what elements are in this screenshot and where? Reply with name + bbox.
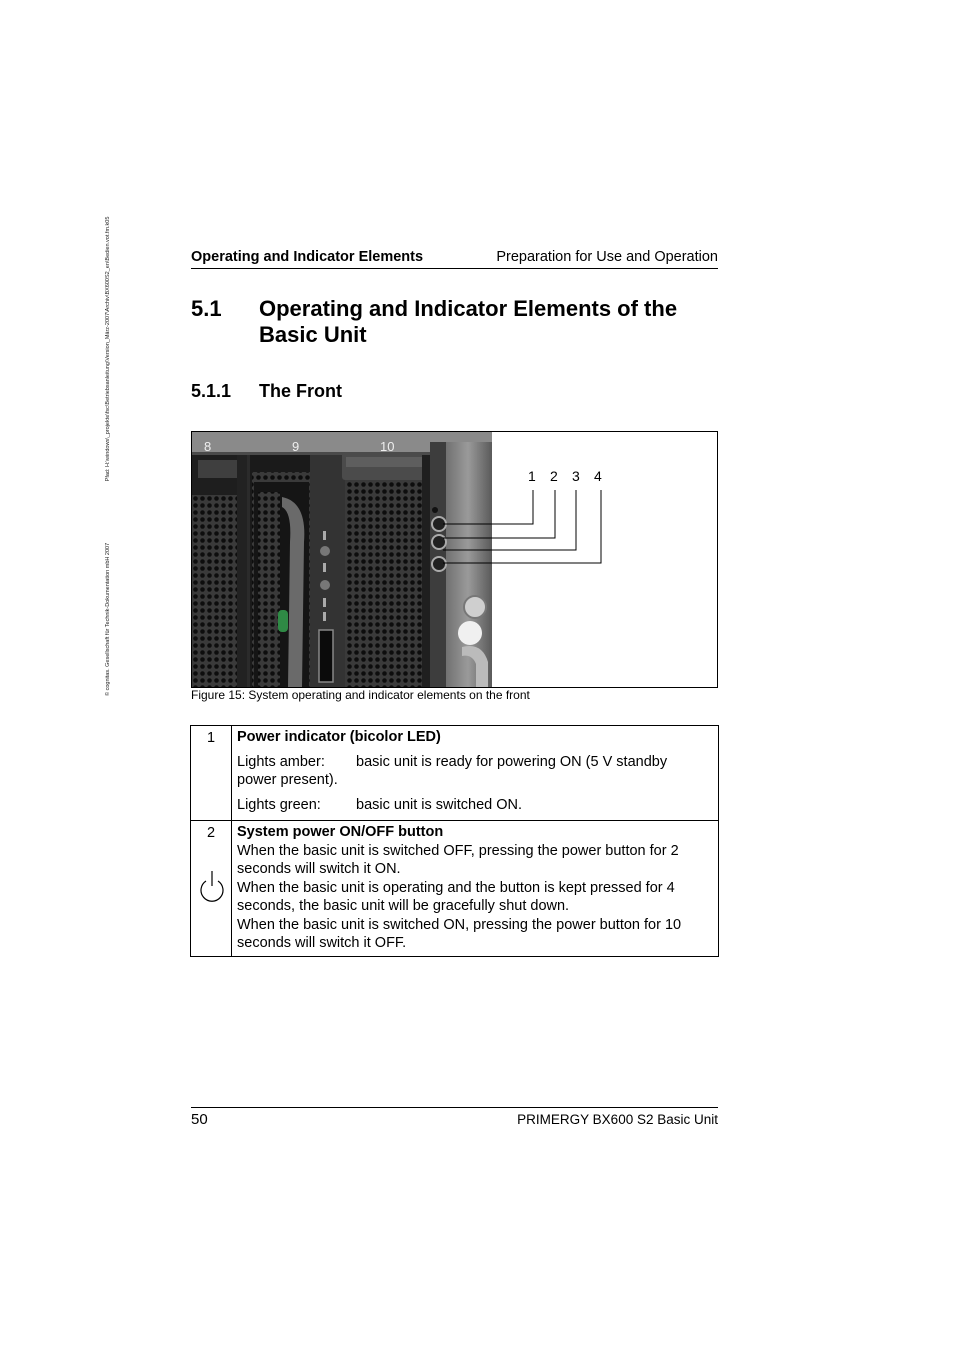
row-description (232, 821, 719, 957)
figure-caption: Figure 15: System operating and indicator elements on the front (191, 688, 530, 702)
subsection-number: 5.1.1 (191, 381, 232, 401)
state-label: Lights green: (237, 796, 321, 813)
slot-label: 9 (292, 439, 300, 454)
row-index-cell (191, 821, 232, 957)
row-index: 2 (206, 825, 216, 841)
row-index: 1 (191, 726, 232, 821)
callout-number: 2 (550, 468, 558, 484)
item-title: System power ON/OFF button (237, 824, 444, 840)
amber-state (237, 753, 710, 772)
section-number: 5.1 (191, 296, 222, 321)
header-section: Preparation for Use and Operation (496, 249, 718, 265)
callout-number: 4 (594, 468, 602, 484)
callout-number: 1 (528, 468, 536, 484)
table-row (191, 726, 719, 821)
subsection-title: The Front (259, 381, 342, 401)
page-number: 50 (191, 1111, 208, 1128)
desc-line: seconds will switch it OFF. (237, 935, 407, 951)
header-chapter: Operating and Indicator Elements (191, 249, 424, 265)
state-text: basic unit is ready for powering ON (5 V standby (356, 753, 668, 770)
table-row (191, 821, 719, 957)
product-name: PRIMERGY BX600 S2 Basic Unit (517, 1112, 718, 1127)
state-text: basic unit is switched ON. (356, 796, 523, 813)
desc-line: seconds will switch it ON. (237, 861, 401, 877)
green-state (237, 796, 710, 815)
margin-note-path: Pfad: H:\windows\_projekte\fsc\Betriebsanleitung\Version_März-2007\Archiv\BX600S2_en\Bedien.vot.fm.k05 (105, 216, 111, 482)
slot-label: 10 (380, 439, 395, 454)
legend-table (190, 725, 719, 957)
state-label: Lights amber: (237, 753, 325, 770)
margin-note-copyright: © cognitas. Gesellschaft für Technik-Dokumentation mbH 2007 (105, 542, 111, 696)
front-panel-photo (192, 432, 717, 687)
power-icon (198, 868, 226, 904)
state-text-continued: power present). (237, 772, 338, 788)
desc-line: When the basic unit is switched ON, pressing the power button for 10 (237, 916, 682, 933)
item-title: Power indicator (bicolor LED) (237, 729, 441, 745)
margin-note (103, 216, 113, 696)
desc-line: seconds, the basic unit will be gracefully shut down. (237, 898, 570, 914)
page-footer (191, 1107, 718, 1132)
page-header (191, 248, 718, 269)
slot-label: 8 (204, 439, 212, 454)
row-description (232, 726, 719, 821)
desc-line: When the basic unit is operating and the button is kept pressed for 4 (237, 879, 675, 896)
front-panel-figure (191, 431, 718, 688)
callout-number: 3 (572, 468, 580, 484)
desc-line: When the basic unit is switched OFF, pressing the power button for 2 (237, 842, 679, 859)
section-title: Operating and Indicator Elements of the Basic Unit (259, 296, 678, 347)
